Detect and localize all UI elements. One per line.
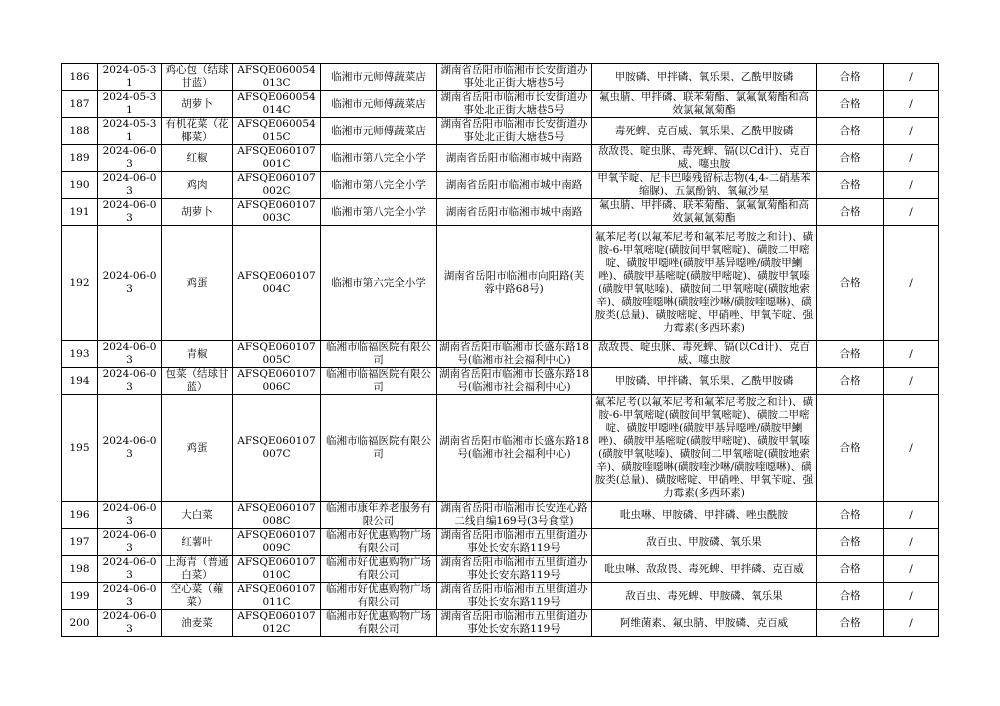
table-row xyxy=(62,529,939,556)
organization-address: 湖南省岳阳市临湘市城中南路 xyxy=(437,145,592,172)
inspection-date: 2024-06-03 xyxy=(98,341,162,368)
inspection-date: 2024-06-03 xyxy=(98,226,162,341)
sample-name: 鸡蛋 xyxy=(162,395,233,502)
table-row xyxy=(62,610,939,637)
row-number: 196 xyxy=(62,502,98,529)
test-result: 合格 xyxy=(817,226,884,341)
row-number: 193 xyxy=(62,341,98,368)
inspection-date: 2024-06-03 xyxy=(98,199,162,226)
row-number: 192 xyxy=(62,226,98,341)
sample-name: 红椒 xyxy=(162,145,233,172)
sample-code: AFSQE060107007C xyxy=(233,395,321,502)
remark: / xyxy=(884,529,939,556)
inspection-date: 2024-06-03 xyxy=(98,395,162,502)
sample-name: 鸡心包（结球甘蓝） xyxy=(162,64,233,91)
organization-address: 湖南省岳阳市临湘市向阳路(芙蓉中路68号) xyxy=(437,226,592,341)
inspection-records-table xyxy=(61,63,939,637)
test-items: 敌敌畏、啶虫脒、毒死蜱、镉(以Cd计)、克百威、噻虫胺 xyxy=(592,145,817,172)
inspection-date: 2024-06-03 xyxy=(98,172,162,199)
test-result: 合格 xyxy=(817,610,884,637)
table-row xyxy=(62,341,939,368)
sample-code: AFSQE060054013C xyxy=(233,64,321,91)
organization-address: 湖南省岳阳市临湘市长盛东路18号(临湘市社会福利中心) xyxy=(437,368,592,395)
row-number: 198 xyxy=(62,556,98,583)
row-number: 199 xyxy=(62,583,98,610)
remark: / xyxy=(884,395,939,502)
sample-code: AFSQE060054014C xyxy=(233,91,321,118)
sample-code: AFSQE060107011C xyxy=(233,583,321,610)
test-result: 合格 xyxy=(817,502,884,529)
sample-name: 包菜（结球甘蓝） xyxy=(162,368,233,395)
sample-name: 胡萝卜 xyxy=(162,91,233,118)
sampled-organization: 临湘市元师傅蔬菜店 xyxy=(321,118,437,145)
table-row xyxy=(62,64,939,91)
organization-address: 湖南省岳阳市临湘市五里街道办事处长安东路119号 xyxy=(437,556,592,583)
inspection-date: 2024-06-03 xyxy=(98,145,162,172)
test-result: 合格 xyxy=(817,64,884,91)
row-number: 186 xyxy=(62,64,98,91)
organization-address: 湖南省岳阳市临湘市五里街道办事处长安东路119号 xyxy=(437,529,592,556)
table-row xyxy=(62,395,939,502)
table-row xyxy=(62,556,939,583)
test-result: 合格 xyxy=(817,368,884,395)
test-result: 合格 xyxy=(817,172,884,199)
sample-code: AFSQE060107003C xyxy=(233,199,321,226)
row-number: 194 xyxy=(62,368,98,395)
sample-code: AFSQE060107004C xyxy=(233,226,321,341)
organization-address: 湖南省岳阳市临湘市长盛东路18号(临湘市社会福利中心) xyxy=(437,341,592,368)
sample-code: AFSQE060107001C xyxy=(233,145,321,172)
sample-name: 鸡肉 xyxy=(162,172,233,199)
test-items: 阿维菌素、氟虫腈、甲胺磷、克百威 xyxy=(592,610,817,637)
organization-address: 湖南省岳阳市临湘市长安街道办事处北正街大塘巷5号 xyxy=(437,91,592,118)
organization-address: 湖南省岳阳市临湘市长安街道办事处北正街大塘巷5号 xyxy=(437,64,592,91)
table-row xyxy=(62,583,939,610)
organization-address: 湖南省岳阳市临湘市五里街道办事处长安东路119号 xyxy=(437,583,592,610)
sampled-organization: 临湘市临福医院有限公司 xyxy=(321,395,437,502)
row-number: 187 xyxy=(62,91,98,118)
remark: / xyxy=(884,583,939,610)
remark: / xyxy=(884,199,939,226)
remark: / xyxy=(884,556,939,583)
sample-name: 胡萝卜 xyxy=(162,199,233,226)
test-result: 合格 xyxy=(817,91,884,118)
inspection-date: 2024-06-03 xyxy=(98,610,162,637)
remark: / xyxy=(884,64,939,91)
test-items: 氟苯尼考(以氟苯尼考和氟苯尼考胺之和计)、磺胺-6-甲氧嘧啶(磺胺间甲氧嘧啶)、磺胺二甲嘧啶、磺胺甲噁唑(磺胺甲基异噁唑/磺胺甲鯻唑)、磺胺甲基嘧啶(磺胺甲嘧啶)、磺胺甲氧嗪(磺胺甲氧哒嗪)、磺胺间二甲氧嘧啶(磺胺地索辛)、磺胺喹噁啉(磺胺喹沙啉/磺胺喹噁啉)、磺胺类(总量)、磺胺嘧啶、甲硝唑、甲氧苄啶、强力霉素(多西环素) xyxy=(592,226,817,341)
sampled-organization: 临湘市好优惠购物广场有限公司 xyxy=(321,583,437,610)
test-items: 吡虫啉、甲胺磷、甲拌磷、唑虫酰胺 xyxy=(592,502,817,529)
test-items: 甲胺磷、甲拌磷、氧乐果、乙酰甲胺磷 xyxy=(592,64,817,91)
table-body xyxy=(62,64,939,637)
sample-code: AFSQE060107008C xyxy=(233,502,321,529)
table-row xyxy=(62,199,939,226)
test-items: 毒死蜱、克百威、氧乐果、乙酰甲胺磷 xyxy=(592,118,817,145)
remark: / xyxy=(884,172,939,199)
organization-address: 湖南省岳阳市临湘市长安连心路二线自编169号(3号食堂) xyxy=(437,502,592,529)
test-items: 甲胺磷、甲拌磷、氧乐果、乙酰甲胺磷 xyxy=(592,368,817,395)
row-number: 197 xyxy=(62,529,98,556)
sample-name: 青椒 xyxy=(162,341,233,368)
test-items: 敌百虫、毒死蜱、甲胺磷、氧乐果 xyxy=(592,583,817,610)
table-row xyxy=(62,502,939,529)
sample-name: 红薯叶 xyxy=(162,529,233,556)
row-number: 195 xyxy=(62,395,98,502)
test-items: 敌敌畏、啶虫脒、毒死蜱、镉(以Cd计)、克百威、噻虫胺 xyxy=(592,341,817,368)
sampled-organization: 临湘市第六完全小学 xyxy=(321,226,437,341)
sampled-organization: 临湘市好优惠购物广场有限公司 xyxy=(321,529,437,556)
organization-address: 湖南省岳阳市临湘市五里街道办事处长安东路119号 xyxy=(437,610,592,637)
sampled-organization: 临湘市好优惠购物广场有限公司 xyxy=(321,610,437,637)
test-items: 甲氧苄啶、尼卡巴嗪残留标志物(4,4-二硝基苯缩脲)、五氯酚钠、氧氟沙星 xyxy=(592,172,817,199)
sampled-organization: 临湘市第八完全小学 xyxy=(321,145,437,172)
table-row xyxy=(62,145,939,172)
sampled-organization: 临湘市康年养老服务有限公司 xyxy=(321,502,437,529)
test-items: 氟虫腈、甲拌磷、联苯菊酯、氯氟氰菊酯和高效氯氟氰菊酯 xyxy=(592,91,817,118)
remark: / xyxy=(884,118,939,145)
test-result: 合格 xyxy=(817,341,884,368)
row-number: 200 xyxy=(62,610,98,637)
table-row xyxy=(62,91,939,118)
organization-address: 湖南省岳阳市临湘市城中南路 xyxy=(437,199,592,226)
sample-name: 大白菜 xyxy=(162,502,233,529)
row-number: 188 xyxy=(62,118,98,145)
remark: / xyxy=(884,226,939,341)
sample-name: 油麦菜 xyxy=(162,610,233,637)
test-result: 合格 xyxy=(817,529,884,556)
test-result: 合格 xyxy=(817,583,884,610)
inspection-date: 2024-05-31 xyxy=(98,64,162,91)
sampled-organization: 临湘市第八完全小学 xyxy=(321,172,437,199)
sample-name: 鸡蛋 xyxy=(162,226,233,341)
remark: / xyxy=(884,502,939,529)
sample-code: AFSQE060107006C xyxy=(233,368,321,395)
test-result: 合格 xyxy=(817,199,884,226)
sampled-organization: 临湘市第八完全小学 xyxy=(321,199,437,226)
sample-name: 上海青（普通白菜） xyxy=(162,556,233,583)
remark: / xyxy=(884,91,939,118)
sampled-organization: 临湘市好优惠购物广场有限公司 xyxy=(321,556,437,583)
sample-code: AFSQE060107005C xyxy=(233,341,321,368)
inspection-date: 2024-05-31 xyxy=(98,118,162,145)
sample-code: AFSQE060107010C xyxy=(233,556,321,583)
sample-code: AFSQE060107012C xyxy=(233,610,321,637)
inspection-date: 2024-06-03 xyxy=(98,556,162,583)
test-items: 氟苯尼考(以氟苯尼考和氟苯尼考胺之和计)、磺胺-6-甲氧嘧啶(磺胺间甲氧嘧啶)、磺胺二甲嘧啶、磺胺甲噁唑(磺胺甲基异噁唑/磺胺甲鯻唑)、磺胺甲基嘧啶(磺胺甲嘧啶)、磺胺甲氧嗪(磺胺甲氧哒嗪)、磺胺间二甲氧嘧啶(磺胺地索辛)、磺胺喹噁啉(磺胺喹沙啉/磺胺喹噁啉)、磺胺类(总量)、磺胺嘧啶、甲硝唑、甲氧苄啶、强力霉素(多西环素) xyxy=(592,395,817,502)
sample-name: 空心菜（蕹菜） xyxy=(162,583,233,610)
table-row xyxy=(62,368,939,395)
inspection-date: 2024-06-03 xyxy=(98,583,162,610)
test-result: 合格 xyxy=(817,395,884,502)
inspection-date: 2024-05-31 xyxy=(98,91,162,118)
sampled-organization: 临湘市临福医院有限公司 xyxy=(321,341,437,368)
remark: / xyxy=(884,610,939,637)
test-items: 敌百虫、甲胺磷、氧乐果 xyxy=(592,529,817,556)
sample-code: AFSQE060054015C xyxy=(233,118,321,145)
table-row xyxy=(62,118,939,145)
row-number: 190 xyxy=(62,172,98,199)
remark: / xyxy=(884,145,939,172)
test-items: 吡虫啉、敌敌畏、毒死蜱、甲拌磷、克百威 xyxy=(592,556,817,583)
organization-address: 湖南省岳阳市临湘市长安街道办事处北正街大塘巷5号 xyxy=(437,118,592,145)
sample-code: AFSQE060107009C xyxy=(233,529,321,556)
row-number: 191 xyxy=(62,199,98,226)
remark: / xyxy=(884,368,939,395)
test-items: 氟虫腈、甲拌磷、联苯菊酯、氯氟氰菊酯和高效氯氟氰菊酯 xyxy=(592,199,817,226)
row-number: 189 xyxy=(62,145,98,172)
table-row xyxy=(62,172,939,199)
table-row xyxy=(62,226,939,341)
inspection-date: 2024-06-03 xyxy=(98,368,162,395)
inspection-date: 2024-06-03 xyxy=(98,529,162,556)
sample-name: 有机花菜（花椰菜） xyxy=(162,118,233,145)
sampled-organization: 临湘市临福医院有限公司 xyxy=(321,368,437,395)
organization-address: 湖南省岳阳市临湘市城中南路 xyxy=(437,172,592,199)
organization-address: 湖南省岳阳市临湘市长盛东路18号(临湘市社会福利中心) xyxy=(437,395,592,502)
test-result: 合格 xyxy=(817,556,884,583)
remark: / xyxy=(884,341,939,368)
sampled-organization: 临湘市元师傅蔬菜店 xyxy=(321,91,437,118)
sample-code: AFSQE060107002C xyxy=(233,172,321,199)
sampled-organization: 临湘市元师傅蔬菜店 xyxy=(321,64,437,91)
inspection-date: 2024-06-03 xyxy=(98,502,162,529)
test-result: 合格 xyxy=(817,118,884,145)
test-result: 合格 xyxy=(817,145,884,172)
